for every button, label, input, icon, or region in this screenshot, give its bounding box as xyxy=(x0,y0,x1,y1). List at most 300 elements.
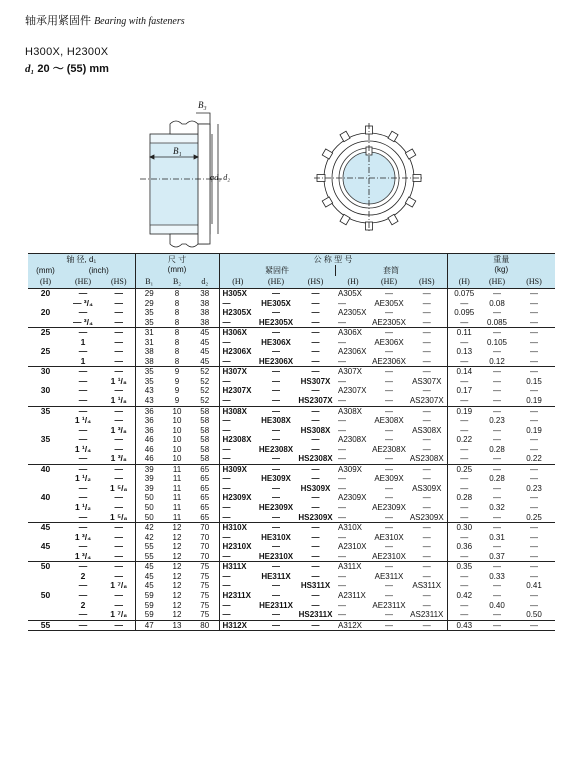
cell-b2: 9 xyxy=(174,386,180,396)
cell-whe: — xyxy=(493,483,501,493)
cell-fh: H305X xyxy=(219,289,256,299)
cell-she: — xyxy=(371,562,407,572)
head-size: 尺 寸 (mm) xyxy=(135,254,219,277)
cell-sh: — xyxy=(338,425,346,435)
cell-fh: — xyxy=(219,581,256,591)
table-row xyxy=(28,591,555,601)
cell-b1: 38 xyxy=(135,357,163,367)
head-weight: 重量 (kg) xyxy=(447,254,555,277)
cell-in: 2 xyxy=(80,599,86,610)
cell-fhe: — xyxy=(272,493,280,503)
cell-she: — xyxy=(385,512,393,522)
cell-shs: — xyxy=(422,503,431,513)
cell-she: — xyxy=(385,610,393,620)
cell-fhe: HE309X xyxy=(261,474,291,484)
cell-b1: 59 xyxy=(135,601,163,611)
cell-b2: 10 xyxy=(172,454,182,464)
range-symbol: d₁ xyxy=(25,63,35,75)
cell-she: — xyxy=(385,542,393,552)
cell-in: — xyxy=(78,541,88,552)
cell-sh: A308X xyxy=(335,406,371,416)
cell-whe: 0.085 xyxy=(486,317,508,327)
head-shaft-dia: 轴 径, d₁ xyxy=(28,254,135,266)
cell-b2: 9 xyxy=(174,396,180,406)
cell-fhe: — xyxy=(272,396,280,406)
cell-b1: 31 xyxy=(135,328,163,338)
cell-whe: — xyxy=(481,328,513,338)
cell-fhs: — xyxy=(311,317,320,327)
cell-whe: — xyxy=(493,396,501,406)
table-row xyxy=(28,386,555,396)
cell-in: — xyxy=(63,328,103,338)
series-title: H300X, H2300X xyxy=(25,46,109,58)
cell-fh: H306X xyxy=(219,328,256,338)
head-model: 公 称 型 号 xyxy=(219,254,447,266)
table-row xyxy=(28,318,555,328)
cell-wh: — xyxy=(447,572,481,582)
cell-b2: 12 xyxy=(172,590,182,600)
cell-wh: 0.075 xyxy=(447,289,481,299)
cell-b2: 8 xyxy=(174,337,180,347)
cell-mm xyxy=(28,318,63,328)
table-row xyxy=(28,493,555,503)
cell-whe: — xyxy=(493,425,501,435)
cell-wh: 0.14 xyxy=(447,367,481,377)
cell-fhe: — xyxy=(272,483,280,493)
col-head-12: (H) xyxy=(447,276,481,289)
cell-she: — xyxy=(385,581,393,591)
cell-mm xyxy=(28,552,63,562)
cell-wh: — xyxy=(447,552,481,562)
cell-b2: 10 xyxy=(172,425,182,435)
cell-she: AE309X xyxy=(374,474,404,484)
cell-in: 1 ³/₄ xyxy=(74,531,92,542)
cell-d2: 70 xyxy=(200,532,210,542)
cell-whe: — xyxy=(493,590,501,600)
cell-sh: A2308X xyxy=(338,435,367,445)
cell-b1: 36 xyxy=(135,416,163,426)
cell-fhe: — xyxy=(256,406,296,416)
cell-she: — xyxy=(385,493,393,503)
cell-mm: 45 xyxy=(28,523,63,533)
cell-in: — xyxy=(63,523,103,533)
cell-wh: — xyxy=(447,454,481,464)
cell-hs: — xyxy=(114,355,123,366)
cell-shs: — xyxy=(422,600,431,610)
cell-b2: 11 xyxy=(172,483,182,493)
cell-b1: 50 xyxy=(135,493,163,503)
table-row xyxy=(28,601,555,611)
cell-whs: — xyxy=(513,464,555,474)
cell-d2: 65 xyxy=(200,474,210,484)
cell-b1: 46 xyxy=(135,445,163,455)
cell-whs: — xyxy=(530,503,538,513)
cell-hs: — xyxy=(114,443,123,454)
cell-b1: 38 xyxy=(135,347,163,357)
cell-d2: 75 xyxy=(200,581,210,591)
cell-sh: — xyxy=(338,483,346,493)
cell-fhe: — xyxy=(256,289,296,299)
col-head-5: d₂ xyxy=(191,276,219,289)
cell-b1: 55 xyxy=(135,542,163,552)
cell-hs: — xyxy=(103,562,135,572)
cell-fhs: — xyxy=(311,474,320,484)
cell-shs: AS309X xyxy=(412,483,442,493)
cell-shs: — xyxy=(422,444,431,454)
head-inch: (inch) xyxy=(63,265,135,276)
cell-sh: A2310X xyxy=(338,542,367,552)
cell-hs: — xyxy=(103,328,135,338)
table-row xyxy=(28,533,555,543)
cell-whs: — xyxy=(530,600,538,610)
cell-shs: — xyxy=(422,493,431,503)
cell-b2: 8 xyxy=(174,308,180,318)
cell-fhe: — xyxy=(272,512,280,522)
cell-hs: — xyxy=(114,599,123,610)
label-b2: B₃ xyxy=(198,100,207,110)
cell-b1: 59 xyxy=(135,591,163,601)
cell-fhs: HS2311X xyxy=(298,610,333,620)
table-row xyxy=(28,552,555,562)
cell-d2: 58 xyxy=(200,454,210,464)
cell-b1: 39 xyxy=(135,474,163,484)
cell-shs: AS308X xyxy=(412,425,442,435)
cell-sh: — xyxy=(338,474,346,484)
cell-d2: 58 xyxy=(191,406,219,416)
cell-d2: 52 xyxy=(200,376,210,386)
cell-fh: — xyxy=(219,513,256,523)
cell-fhs: — xyxy=(311,532,320,542)
cell-shs: — xyxy=(407,328,447,338)
cell-fhe: — xyxy=(272,610,280,620)
cell-in: — ³/₄ xyxy=(72,316,94,327)
cell-mm: 20 xyxy=(40,307,51,318)
cell-in: 1 ¹/₄ xyxy=(74,415,92,426)
table-row xyxy=(28,308,555,318)
cell-b2: 12 xyxy=(172,600,182,610)
cell-sh: A306X xyxy=(335,328,371,338)
cell-fhe: — xyxy=(272,435,280,445)
col-head-6: (H) xyxy=(219,276,256,289)
cell-wh: 0.095 xyxy=(447,308,481,318)
table-row xyxy=(28,406,555,416)
cell-sh: — xyxy=(338,571,346,581)
cell-whs: — xyxy=(530,532,538,542)
cell-d2: 52 xyxy=(200,386,210,396)
cell-d2: 38 xyxy=(200,308,210,318)
cell-she: AE305X xyxy=(374,298,404,308)
cell-mm: 40 xyxy=(28,464,63,474)
cell-fhs: — xyxy=(311,493,320,503)
cell-wh: 0.28 xyxy=(447,493,481,503)
cell-whs: — xyxy=(513,406,555,416)
table-row xyxy=(28,562,555,572)
cell-fhs: — xyxy=(296,289,335,299)
cell-fhs: — xyxy=(311,590,320,600)
head-mm: (mm) xyxy=(28,265,63,276)
cell-mm: 25 xyxy=(28,328,63,338)
cell-wh: — xyxy=(447,416,481,426)
cell-b1: 42 xyxy=(135,523,163,533)
table-row xyxy=(28,357,555,367)
cell-whs: 0.22 xyxy=(526,454,542,464)
cell-b2: 10 xyxy=(172,416,182,426)
cell-shs: — xyxy=(422,542,431,552)
cell-whs: — xyxy=(530,551,538,561)
cell-fhs: — xyxy=(296,620,335,631)
table-row xyxy=(28,542,555,552)
cell-sh: A305X xyxy=(335,289,371,299)
cell-fhs: — xyxy=(311,600,320,610)
cell-whs: — xyxy=(513,620,555,631)
cell-fhs: — xyxy=(311,356,320,366)
head-sleeve: 套筒 xyxy=(335,265,447,276)
cell-fh: — xyxy=(219,610,256,620)
cell-in: — xyxy=(78,375,88,386)
cell-in: — xyxy=(78,589,88,600)
cell-b1: 35 xyxy=(135,367,163,377)
col-head-1: (HE) xyxy=(63,276,103,289)
cell-fhs: HS307X xyxy=(300,376,331,386)
cell-fhs: — xyxy=(311,571,320,581)
cell-mm xyxy=(28,513,63,523)
cell-wh: — xyxy=(447,426,481,436)
cell-b2: 10 xyxy=(163,406,191,416)
cell-in: — ³/₄ xyxy=(72,297,94,308)
cell-fhe: HE311X xyxy=(261,571,291,581)
cell-shs: — xyxy=(422,590,431,600)
cell-hs: 1 ¹/₈ xyxy=(110,395,127,406)
cell-b1: 45 xyxy=(135,562,163,572)
cell-d2: 65 xyxy=(200,493,210,503)
cell-b2: 8 xyxy=(174,317,180,327)
cell-whs: 0.19 xyxy=(526,396,542,406)
cell-fh: — xyxy=(219,357,256,367)
table-row xyxy=(28,484,555,494)
cell-b1: 42 xyxy=(135,533,163,543)
cell-fhs: — xyxy=(296,523,335,533)
cell-d2: 58 xyxy=(200,444,210,454)
cell-fh: H2309X xyxy=(219,493,256,503)
cell-wh: — xyxy=(447,299,481,309)
cell-hs: 1 ⁵/₈ xyxy=(110,511,128,522)
cell-in: — xyxy=(78,609,88,620)
table-row xyxy=(28,338,555,348)
table-row xyxy=(28,435,555,445)
cell-hs: — xyxy=(103,620,135,631)
cell-b2: 8 xyxy=(174,347,180,357)
cell-shs: — xyxy=(407,406,447,416)
cell-fh: — xyxy=(219,377,256,387)
cell-fhs: — xyxy=(311,435,320,445)
cell-fh: — xyxy=(219,299,256,309)
table-row xyxy=(28,416,555,426)
cell-mm: 30 xyxy=(40,385,51,396)
cell-b2: 8 xyxy=(174,356,180,366)
cell-hs: — xyxy=(114,502,123,513)
cell-whe: 0.08 xyxy=(489,298,505,308)
cell-whe: — xyxy=(481,562,513,572)
cell-in: — xyxy=(78,580,88,591)
cell-she: — xyxy=(371,367,407,377)
cell-wh: 0.13 xyxy=(447,347,481,357)
cell-shs: — xyxy=(407,562,447,572)
cell-fhe: — xyxy=(256,367,296,377)
cell-shs: — xyxy=(407,523,447,533)
cell-b1: 31 xyxy=(135,338,163,348)
cell-fhs: — xyxy=(296,328,335,338)
cell-she: — xyxy=(385,454,393,464)
cell-mm xyxy=(28,503,63,513)
cell-sh: — xyxy=(338,610,346,620)
col-head-7: (HE) xyxy=(256,276,296,289)
cell-fh: H2311X xyxy=(219,591,256,601)
cell-whs: — xyxy=(530,435,538,445)
cell-she: AE2311X xyxy=(372,600,406,610)
cell-she: — xyxy=(385,425,393,435)
cell-b1: 39 xyxy=(135,484,163,494)
col-head-3: B₁ xyxy=(135,276,163,289)
cell-fhe: — xyxy=(272,376,280,386)
category-en: Bearing with fasteners xyxy=(94,16,185,27)
cell-whs: — xyxy=(530,474,538,484)
cell-whs: — xyxy=(513,289,555,299)
cell-she: AE2305X xyxy=(372,317,406,327)
cell-sh: — xyxy=(338,581,346,591)
cell-d2: 65 xyxy=(200,512,210,522)
cell-hs: — xyxy=(103,523,135,533)
dimension-table xyxy=(28,253,555,631)
cell-hs: — xyxy=(103,406,135,416)
col-head-11: (HS) xyxy=(407,276,447,289)
cell-in: — xyxy=(63,464,103,474)
cell-whe: — xyxy=(493,376,501,386)
cell-hs: — xyxy=(114,385,123,396)
cell-sh: — xyxy=(338,512,346,522)
cell-d2: 45 xyxy=(200,356,210,366)
cell-she: — xyxy=(371,328,407,338)
table-row xyxy=(28,503,555,513)
table-row xyxy=(28,513,555,523)
cell-fhe: HE308X xyxy=(261,416,291,426)
cell-she: AE311X xyxy=(374,571,404,581)
cell-shs: AS307X xyxy=(412,376,442,386)
cell-fhe: HE2311X xyxy=(259,600,293,610)
cell-b2: 13 xyxy=(163,620,191,631)
cell-hs: 1 ⁷/₈ xyxy=(110,580,128,591)
cell-whs: 0.19 xyxy=(526,425,542,435)
cell-wh: 0.35 xyxy=(447,562,481,572)
cell-fh: H308X xyxy=(219,406,256,416)
cell-hs: — xyxy=(114,297,123,308)
cell-whe: — xyxy=(493,386,501,396)
cell-fhs: — xyxy=(311,347,320,357)
cell-sh: — xyxy=(338,600,346,610)
cell-d2: 75 xyxy=(200,600,210,610)
cell-whe: — xyxy=(493,581,501,591)
cell-b2: 11 xyxy=(172,512,182,522)
cell-sh: A312X xyxy=(335,620,371,631)
cell-hs: 1 ⁵/₈ xyxy=(110,482,128,493)
cell-d2: 80 xyxy=(191,620,219,631)
cell-hs: — xyxy=(114,415,123,426)
cell-b2: 12 xyxy=(172,581,182,591)
cell-hs: — xyxy=(114,336,123,347)
cell-she: — xyxy=(385,435,393,445)
cell-d2: 52 xyxy=(200,396,210,406)
cell-fh: H309X xyxy=(219,464,256,474)
cell-fh: — xyxy=(219,503,256,513)
cell-wh: 0.19 xyxy=(447,406,481,416)
cell-d2: 45 xyxy=(200,347,210,357)
cell-fhe: HE2305X xyxy=(258,317,294,327)
cell-fhe: HE2309X xyxy=(258,503,294,513)
cell-b1: 50 xyxy=(135,503,163,513)
cell-fhs: — xyxy=(311,337,320,347)
cell-whe: 0.105 xyxy=(486,337,508,347)
cell-hs: 1 ³/₈ xyxy=(110,453,127,464)
cell-in: — xyxy=(63,367,103,377)
cell-in: — xyxy=(78,453,88,464)
cell-whs: 0.41 xyxy=(526,581,542,591)
cell-b2: 12 xyxy=(163,523,191,533)
cell-sh: A2305X xyxy=(338,308,367,318)
cell-wh: 0.43 xyxy=(447,620,481,631)
cell-hs: 1 ³/₈ xyxy=(110,424,127,435)
cell-hs: — xyxy=(103,464,135,474)
cell-shs: — xyxy=(422,337,431,347)
cell-mm xyxy=(28,601,63,611)
cell-hs: — xyxy=(114,550,123,561)
cell-sh: A311X xyxy=(335,562,371,572)
cell-hs: — xyxy=(114,589,123,600)
col-head-0: (H) xyxy=(28,276,63,289)
cell-d2: 65 xyxy=(200,503,210,513)
cell-she: — xyxy=(385,386,393,396)
category-cn: 轴承用紧固件 xyxy=(25,15,91,27)
cell-b2: 12 xyxy=(172,551,182,561)
cell-whe: 0.40 xyxy=(489,600,505,610)
cell-d2: 70 xyxy=(200,551,210,561)
cell-in: — xyxy=(63,406,103,416)
cell-shs: — xyxy=(422,532,431,542)
cell-b1: 59 xyxy=(135,610,163,620)
cell-fhe: — xyxy=(256,620,296,631)
cell-b1: 46 xyxy=(135,435,163,445)
cell-shs: — xyxy=(422,474,431,484)
cell-mm: 45 xyxy=(40,541,51,552)
cell-whs: — xyxy=(530,298,538,308)
cell-shs: — xyxy=(422,356,431,366)
cell-in: — xyxy=(78,482,88,493)
cell-wh: — xyxy=(447,318,481,328)
cell-d2: 38 xyxy=(200,317,210,327)
cell-fh: — xyxy=(219,426,256,436)
cell-shs: AS2309X xyxy=(409,512,444,522)
cell-d2: 38 xyxy=(191,289,219,299)
cell-d2: 75 xyxy=(200,590,210,600)
table-body xyxy=(28,289,555,631)
cell-fh: H312X xyxy=(219,620,256,631)
cell-b2: 8 xyxy=(163,328,191,338)
cell-shs: — xyxy=(422,298,431,308)
cell-hs: — xyxy=(114,316,123,327)
cell-whe: 0.37 xyxy=(489,551,505,561)
cell-she: AE2308X xyxy=(372,444,406,454)
cell-b2: 12 xyxy=(172,610,182,620)
head-fastener: 紧固件 xyxy=(219,265,335,276)
cell-b1: 39 xyxy=(135,464,163,474)
